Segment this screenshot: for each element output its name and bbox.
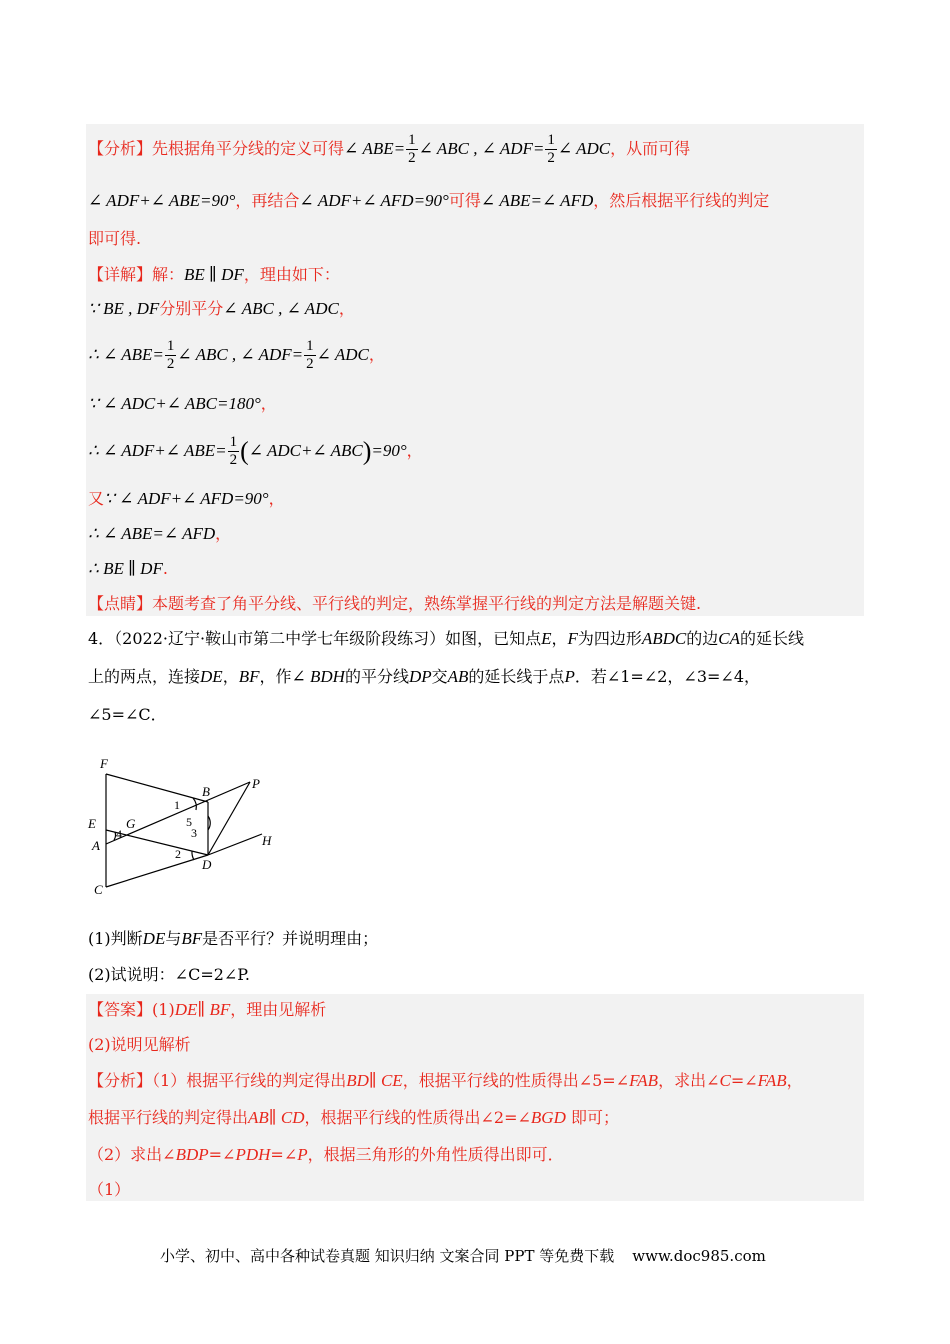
- problem-text: 上的两点，连接: [88, 667, 201, 686]
- question-text: 与: [165, 929, 182, 948]
- question-1: [88, 928, 378, 950]
- math-expr: E: [541, 629, 552, 648]
- page-footer: [160, 1245, 766, 1266]
- math-expr: C: [719, 1071, 731, 1090]
- math-expr: ∠ ADF+∠ AFD=90°: [299, 191, 449, 210]
- point-tag: 【点睛】: [88, 594, 153, 613]
- math-expr: ∠ ABE=∠ AFD: [480, 191, 594, 210]
- math-expr: CA: [718, 629, 741, 648]
- step-4: [88, 432, 423, 471]
- problem-line-3: ∠5=∠C．: [88, 705, 167, 724]
- footer-link[interactable]: www.doc985.com: [632, 1247, 766, 1265]
- analysis-text: ，求出∠: [658, 1071, 720, 1090]
- detail-text: ，理由如下：: [243, 265, 340, 284]
- angle-2-arc: [192, 851, 194, 860]
- math-expr: ∴ BE ∥ DF: [88, 559, 163, 578]
- fraction-den: 2: [306, 356, 314, 372]
- label-1: 1: [174, 798, 180, 812]
- paren-right: ): [362, 436, 372, 466]
- problem-text: 的延长线: [740, 629, 805, 648]
- label-P: P: [252, 776, 260, 791]
- analysis-text: 先根据角平分线的定义可得: [152, 139, 345, 158]
- fraction-den: 2: [547, 150, 555, 166]
- question-text: (1)判断: [88, 929, 143, 948]
- fraction-num: 1: [306, 338, 314, 354]
- paren-left: (: [240, 436, 249, 466]
- step-text: .: [162, 559, 168, 578]
- math-expr: DP: [408, 667, 432, 686]
- math-expr: ∴ ∠ ADF+∠ ABE=: [88, 441, 227, 460]
- analysis2-line-1: [88, 1070, 803, 1092]
- label-H: H: [262, 833, 272, 848]
- point-line: [88, 593, 701, 615]
- math-expr: ∠ ABC , ∠ ADF=: [418, 139, 545, 158]
- math-expr: ∠ ADC: [316, 345, 369, 364]
- math-expr: BF: [181, 929, 203, 948]
- detail-line: [88, 264, 340, 286]
- math-expr: P: [564, 667, 575, 686]
- label-C: C: [94, 882, 103, 897]
- math-expr: ∠ ABC , ∠ ADF=: [177, 345, 304, 364]
- math-expr: P: [297, 1145, 308, 1164]
- problem-text: 的平分线: [344, 667, 409, 686]
- math-expr: ∠ ADC+∠ ABC: [248, 441, 363, 460]
- answer-line-1: [88, 999, 326, 1021]
- math-expr: BD∥ CE: [346, 1071, 403, 1090]
- analysis-tag: 【分析】: [88, 139, 153, 158]
- step-text: 又: [88, 489, 105, 508]
- step-text: ，: [215, 524, 232, 543]
- math-expr: ∠ ADC: [557, 139, 611, 158]
- step-text: 分别平分: [159, 299, 224, 318]
- label-B: B: [202, 784, 210, 799]
- problem-line-1: [88, 628, 804, 650]
- fraction: [406, 132, 418, 167]
- analysis-text: 即可；: [565, 1108, 619, 1127]
- math-expr: BDP: [175, 1145, 209, 1164]
- step-text: ，: [268, 489, 285, 508]
- analysis-text: ，根据平行线的性质得出∠2=∠: [304, 1108, 531, 1127]
- math-expr: BGD: [530, 1108, 566, 1127]
- step-1: [88, 298, 355, 320]
- analysis-text: ，从而可得: [610, 139, 691, 158]
- segment-CD: [106, 855, 208, 887]
- math-expr: FAB: [629, 1071, 659, 1090]
- fraction-num: 1: [166, 338, 175, 354]
- step-text: ，: [338, 299, 355, 318]
- analysis2-line-4: （1）: [88, 1180, 131, 1199]
- label-G: G: [126, 816, 136, 831]
- analysis-line-2: [88, 190, 769, 212]
- math-expr: ∠ ABE=: [344, 139, 406, 158]
- analysis-text: =∠: [208, 1145, 236, 1164]
- math-expr: ∴ ∠ ABE=∠ AFD: [88, 524, 216, 543]
- analysis-text: 可得: [448, 191, 481, 210]
- label-4: 4: [116, 827, 122, 841]
- math-expr: DE: [142, 929, 166, 948]
- analysis2-line-3: [88, 1144, 564, 1166]
- step-5: [88, 488, 285, 510]
- answer-line-2: (2)说明见解析: [88, 1035, 191, 1054]
- analysis-tag: 【分析】: [88, 1071, 153, 1090]
- analysis-text: =∠: [270, 1145, 298, 1164]
- analysis-text: ，根据三角形的外角性质得出即可．: [307, 1145, 564, 1164]
- analysis-text: （1）根据平行线的判定得出: [152, 1071, 347, 1090]
- problem-text: 4．（2022·辽宁·鞍山市第二中学七年级阶段练习）如图，已知点: [88, 629, 542, 648]
- fraction: [228, 434, 240, 469]
- step-3: [88, 393, 277, 415]
- analysis-text: （2）求出∠: [88, 1145, 176, 1164]
- step-text: ，: [260, 394, 277, 413]
- problem-text: 的边: [686, 629, 719, 648]
- math-expr: ∵ BE , DF: [88, 299, 160, 318]
- answer-text: ，理由见解析: [230, 1000, 327, 1019]
- fraction-num: 1: [408, 132, 416, 148]
- analysis-text: ，再结合: [235, 191, 300, 210]
- analysis-text: 根据平行线的判定得出: [88, 1108, 249, 1127]
- label-D: D: [202, 857, 212, 872]
- fraction-num: 1: [547, 132, 555, 148]
- geometry-figure: [84, 752, 284, 902]
- math-expr: DE: [200, 667, 223, 686]
- label-2: 2: [175, 847, 181, 861]
- math-expr: ∴ ∠ ABE=: [88, 345, 164, 364]
- angle-1-arc: [193, 798, 196, 810]
- segment-FB: [106, 774, 208, 802]
- problem-text: ，: [551, 629, 568, 648]
- answer-tag: 【答案】: [88, 1000, 153, 1019]
- math-expr: F: [567, 629, 578, 648]
- segment-DP: [208, 782, 250, 855]
- problem-text: 为四边形: [577, 629, 642, 648]
- math-expr: PDH: [235, 1145, 271, 1164]
- label-5: 5: [186, 815, 192, 829]
- problem-text: 的延长线于点: [468, 667, 565, 686]
- math-expr: =90°: [371, 441, 407, 460]
- math-expr: BE ∥ DF: [184, 265, 244, 284]
- solution-block-2: [86, 994, 864, 1201]
- label-A: A: [92, 838, 100, 853]
- footer-text: 小学、初中、高中各种试卷真题 知识归纳 文案合同 PPT 等免费下载: [160, 1247, 615, 1265]
- math-expr: ∵ ∠ ADC+∠ ABC=180°: [88, 394, 261, 413]
- math-expr: FAB: [757, 1071, 787, 1090]
- analysis-text: ，然后根据平行线的判定: [593, 191, 770, 210]
- problem-line-2: [88, 666, 760, 688]
- step-2: [88, 336, 385, 374]
- label-F: F: [100, 756, 108, 771]
- step-7: [88, 558, 168, 580]
- fraction-den: 2: [408, 150, 416, 166]
- fraction-num: 1: [229, 434, 238, 450]
- analysis2-line-2: [88, 1107, 619, 1129]
- question-2: (2)试说明：∠C=2∠P.: [88, 965, 250, 984]
- label-3: 3: [191, 826, 197, 840]
- math-expr: AB: [447, 667, 469, 686]
- detail-text: 解：: [152, 265, 185, 284]
- problem-text: ∠1=∠2，∠3=∠4，: [606, 667, 761, 686]
- analysis-line-3: 即可得.: [88, 229, 142, 248]
- analysis-text: ，根据平行线的性质得出∠5=∠: [402, 1071, 630, 1090]
- analysis-line-1: [88, 130, 690, 168]
- math-expr: ∠ ABC , ∠ ADC: [223, 299, 339, 318]
- math-expr: DE∥ BF: [174, 1000, 231, 1019]
- step-text: ，: [368, 345, 385, 364]
- step-text: ，: [406, 441, 423, 460]
- problem-text: ．若: [574, 667, 607, 686]
- segment-DH: [208, 834, 262, 855]
- problem-text: 交: [431, 667, 448, 686]
- fraction: [545, 132, 557, 167]
- analysis-text: =∠: [730, 1071, 758, 1090]
- math-expr: ∵ ∠ ADF+∠ AFD=90°: [104, 489, 269, 508]
- problem-text: ，: [222, 667, 239, 686]
- step-6: [88, 523, 231, 545]
- detail-tag: 【详解】: [88, 265, 153, 284]
- label-E: E: [88, 816, 96, 831]
- analysis-text: ，: [786, 1071, 803, 1090]
- question-text: 是否平行？并说明理由；: [202, 929, 379, 948]
- math-expr: ABDC: [641, 629, 687, 648]
- fraction-den: 2: [229, 452, 238, 468]
- problem-text: ，作: [259, 667, 292, 686]
- answer-text: (1): [152, 1000, 175, 1019]
- math-expr: BF: [238, 667, 260, 686]
- point-text: 本题考查了角平分线、平行线的判定，熟练掌握平行线的判定方法是解题关键.: [152, 594, 702, 613]
- fraction-den: 2: [166, 356, 175, 372]
- fraction: [304, 338, 316, 373]
- fraction: [165, 338, 177, 373]
- math-expr: AB∥ CD: [248, 1108, 305, 1127]
- math-expr: ∠ ADF+∠ ABE=90°: [88, 191, 236, 210]
- math-expr: ∠ BDH: [291, 667, 345, 686]
